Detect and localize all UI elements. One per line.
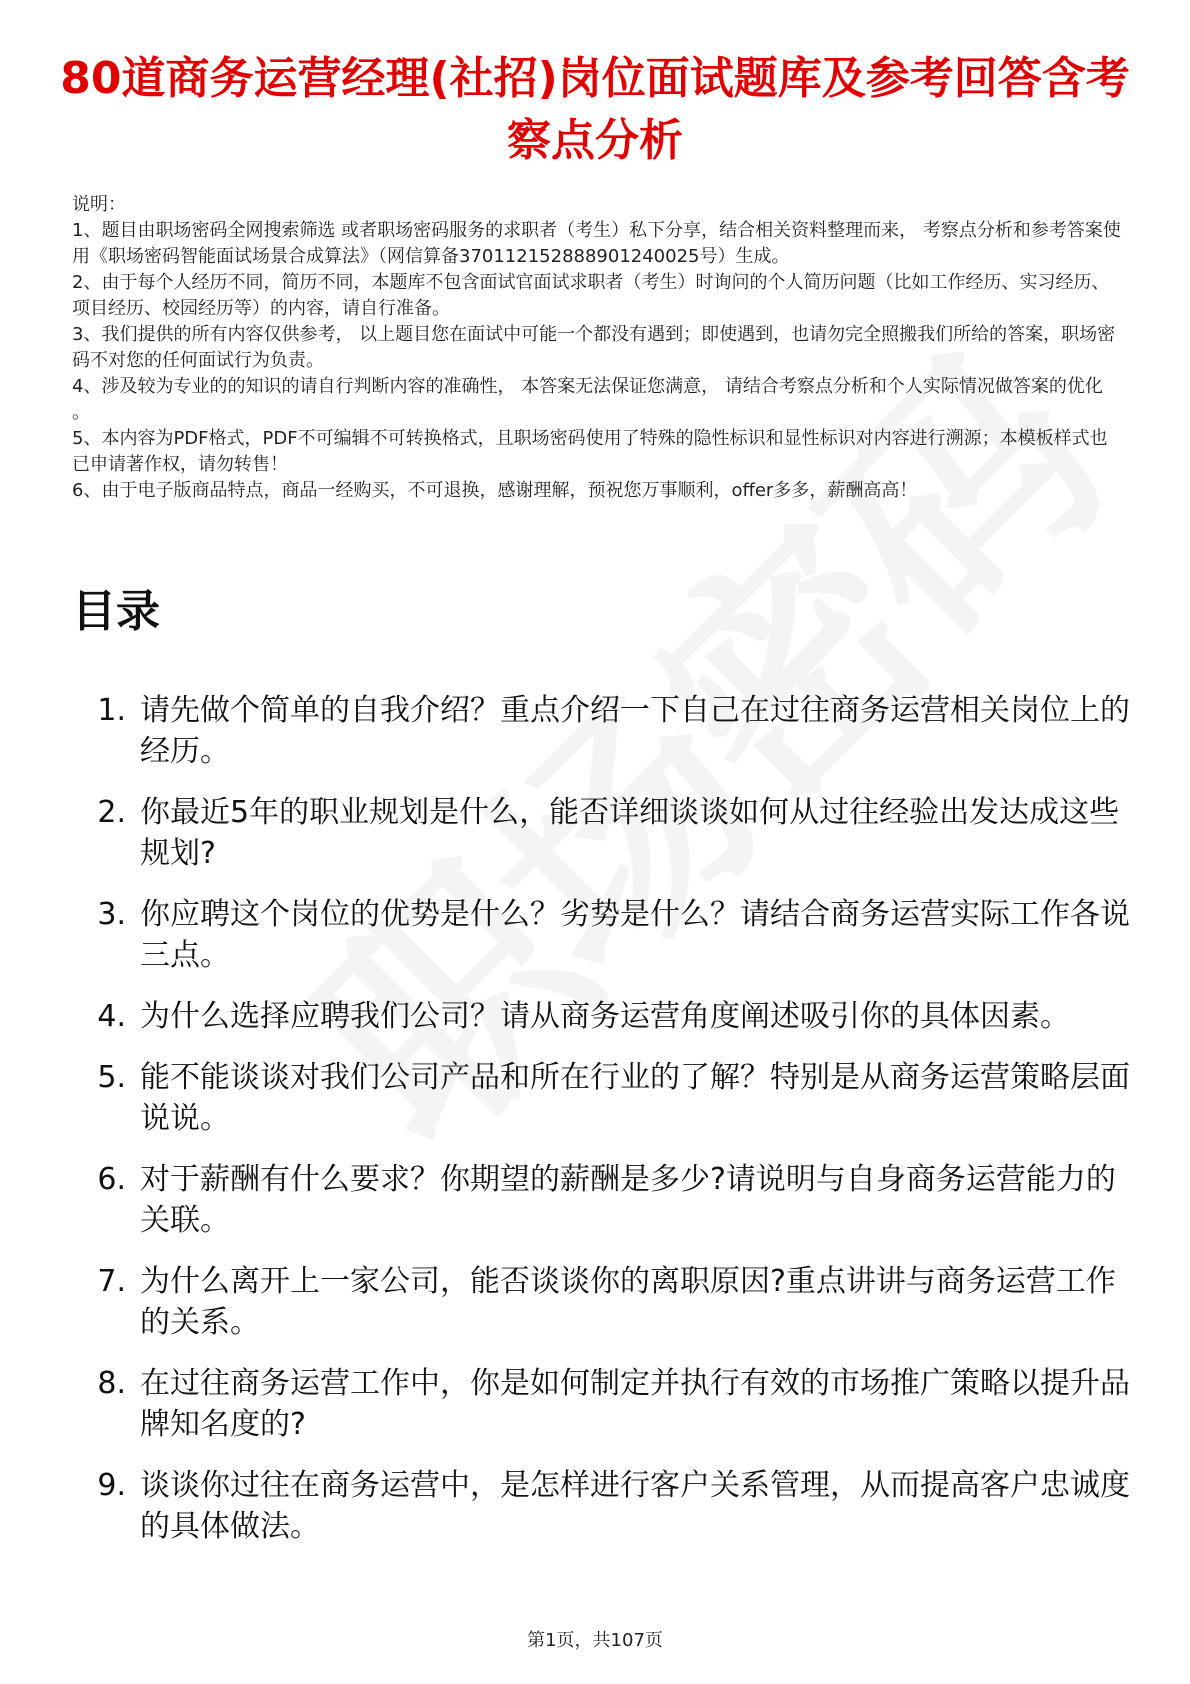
toc-item-text: 你应聘这个岗位的优势是什么？劣势是什么？请结合商务运营实际工作各说三点。: [140, 897, 1130, 973]
toc-item[interactable]: [72, 1363, 1132, 1445]
page-title: 80道商务运营经理(社招)岗位面试题库及参考回答含考察点分析: [60, 53, 1130, 166]
toc-item-text: 在过往商务运营工作中，你是如何制定并执行有效的市场推广策略以提升品牌知名度的?: [140, 1366, 1130, 1442]
toc-item-number: 1.: [97, 693, 126, 728]
toc-item[interactable]: [72, 690, 1132, 772]
note-item: 4、涉及较为专业的的知识的请自行判断内容的准确性， 本答案无法保证您满意， 请结合考察点分析和个人实际情况做答案的优化 。: [72, 376, 1103, 423]
notes-section: [72, 192, 1122, 504]
toc-item-number: 4.: [97, 999, 126, 1034]
toc-item-text: 为什么离开上一家公司，能否谈谈你的离职原因?重点讲讲与商务运营工作的关系。: [140, 1264, 1116, 1340]
toc-list: [72, 690, 1132, 1567]
toc-item-number: 6.: [97, 1162, 126, 1197]
note-item: 3、我们提供的所有内容仅供参考， 以上题目您在面试中可能一个都没有遇到；即使遇到，也请勿完全照搬我们所给的答案，职场密码不对您的任何面试行为负责。: [72, 324, 1116, 371]
toc-item[interactable]: [72, 1057, 1132, 1139]
note-item: 6、由于电子版商品特点，商品一经购买，不可退换，感谢理解，预祝您万事顺利，offer多多，薪酬高高！: [72, 480, 918, 501]
toc-item-number: 8.: [97, 1366, 126, 1401]
toc-item-text: 对于薪酬有什么要求？你期望的薪酬是多少?请说明与自身商务运营能力的关联。: [140, 1162, 1116, 1238]
toc-item-text: 你最近5年的职业规划是什么，能否详细谈谈如何从过往经验出发达成这些规划?: [140, 795, 1120, 871]
toc-item[interactable]: [72, 1465, 1132, 1547]
toc-item-number: 5.: [97, 1060, 126, 1095]
notes-heading: 说明：: [72, 194, 126, 215]
toc-item[interactable]: [72, 894, 1132, 976]
toc-item-text: 谈谈你过往在商务运营中，是怎样进行客户关系管理，从而提高客户忠诚度的具体做法。: [140, 1468, 1130, 1544]
toc-item-text: 能不能谈谈对我们公司产品和所在行业的了解？特别是从商务运营策略层面说说。: [140, 1060, 1130, 1136]
toc-item[interactable]: [72, 1159, 1132, 1241]
note-item: 2、由于每个人经历不同，简历不同，本题库不包含面试官面试求职者（考生）时询问的个人简历问题（比如工作经历、实习经历、项目经历、校园经历等）的内容，请自行准备。: [72, 272, 1110, 319]
toc-heading: 目录: [72, 586, 160, 637]
note-item: 5、本内容为PDF格式，PDF不可编辑不可转换格式，且职场密码使用了特殊的隐性标识和显性标识对内容进行溯源；本模板样式也已申请著作权，请勿转售！: [72, 428, 1108, 475]
toc-item[interactable]: [72, 1261, 1132, 1343]
toc-item-number: 2.: [97, 795, 126, 830]
note-item: 1、题目由职场密码全网搜索筛选 或者职场密码服务的求职者（考生）私下分享，结合相关资料整理而来， 考察点分析和参考答案使用《职场密码智能面试场景合成算法》（网信算备370112152888901240025号）生成。: [72, 220, 1121, 267]
page-footer: 第1页，共107页: [527, 1630, 663, 1651]
toc-item-number: 7.: [97, 1264, 126, 1299]
toc-item-number: 3.: [97, 897, 126, 932]
toc-item-number: 9.: [97, 1468, 126, 1503]
toc-item-text: 为什么选择应聘我们公司？请从商务运营角度阐述吸引你的具体因素。: [140, 999, 1070, 1034]
toc-item-text: 请先做个简单的自我介绍？重点介绍一下自己在过往商务运营相关岗位上的经历。: [140, 693, 1130, 769]
toc-item[interactable]: [72, 996, 1132, 1037]
toc-item[interactable]: [72, 792, 1132, 874]
